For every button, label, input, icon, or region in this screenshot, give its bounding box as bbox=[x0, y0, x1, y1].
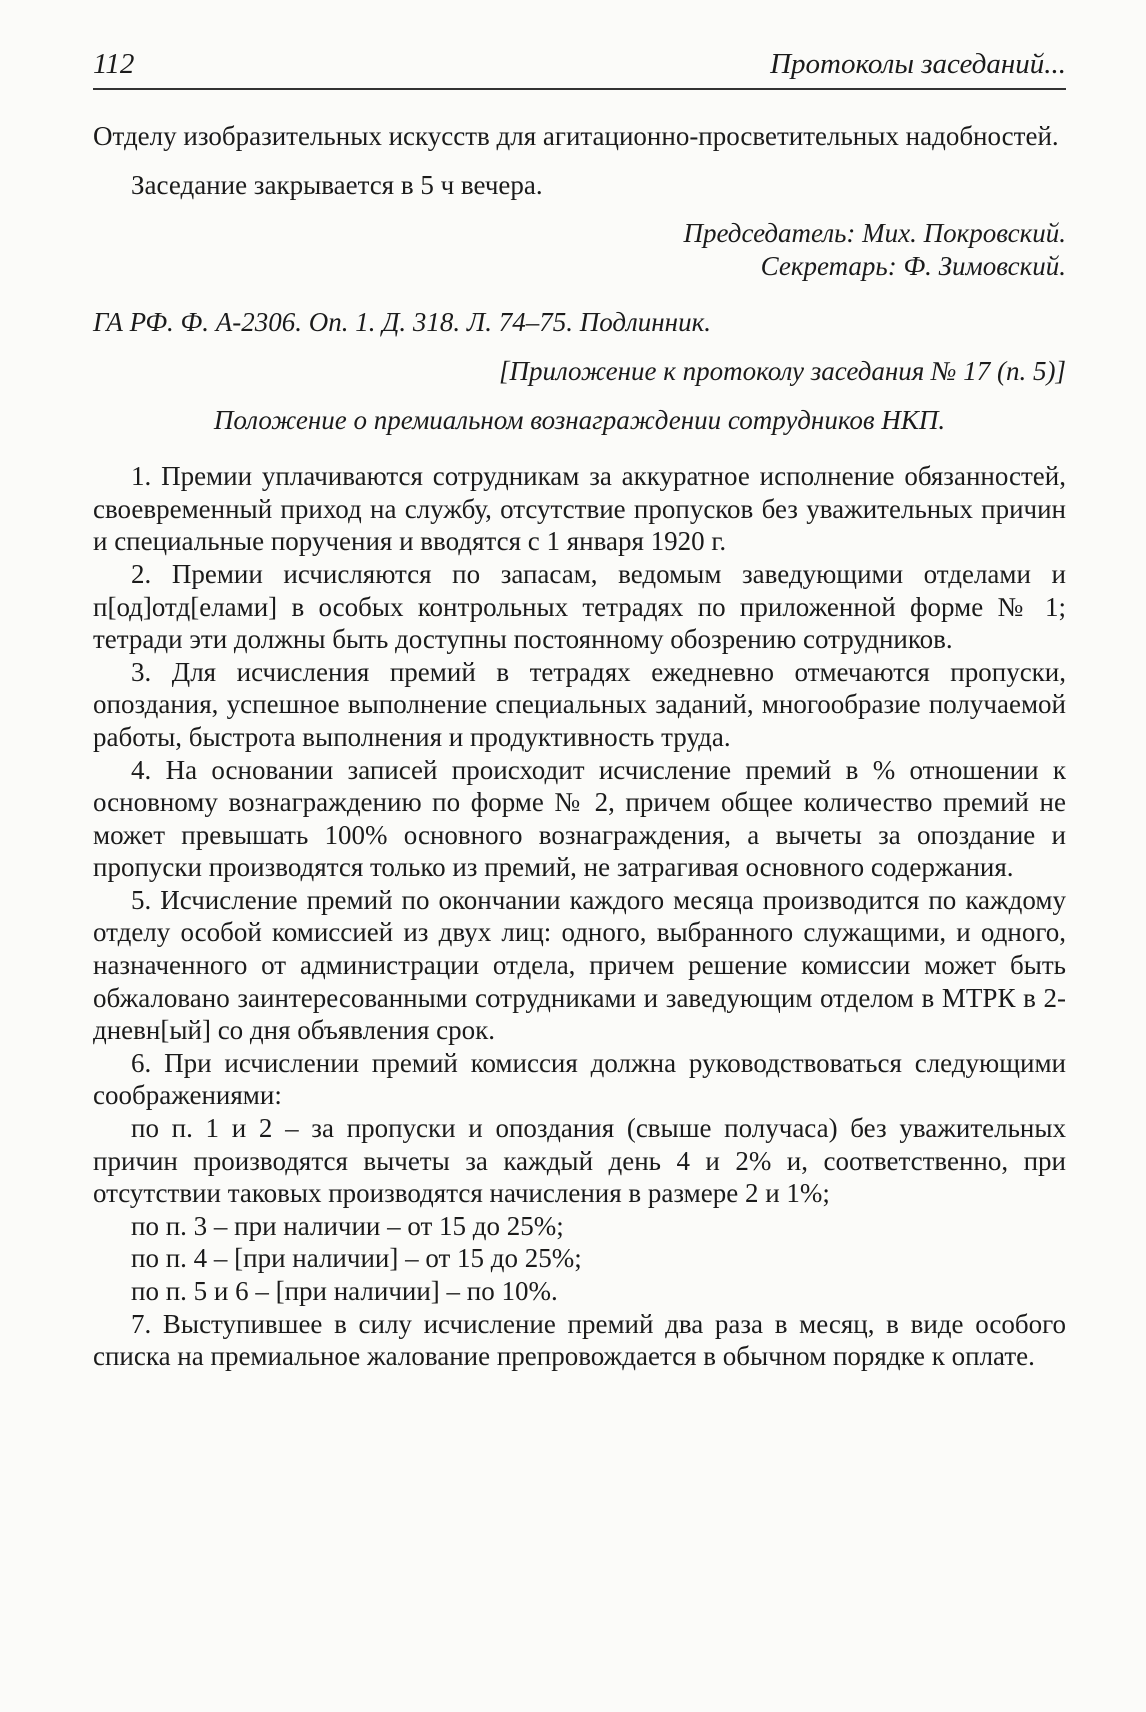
appendix-heading: [Приложение к протоколу заседания № 17 (п. 5)] bbox=[498, 355, 1066, 386]
closing-line: Заседание закрывается в 5 ч вечера. bbox=[131, 169, 543, 200]
list-item: по п. 3 – при наличии – от 15 до 25%; bbox=[131, 1210, 564, 1241]
list-item: 1. Премии уплачиваются сотрудникам за аккуратное исполнение обязанностей, своевременный приход на службу, отсутствие пропусков без уважительных причин и специальные поручения и вводятся с 1 января 1920 г. bbox=[93, 461, 1066, 557]
document-title: Положение о премиальном вознаграждении сотрудников НКП. bbox=[213, 404, 946, 435]
list-item: 7. Выступившее в силу исчисление премий два раза в месяц, в виде особого списка на премиальное жалование препровождается в обычном порядке к оплате. bbox=[93, 1308, 1066, 1372]
running-title: Протоколы заседаний... bbox=[770, 48, 1066, 80]
list-item: 5. Исчисление премий по окончании каждого месяца производится по каждому отделу особой комиссией из двух лиц: одного, выбранного служащими, и одного, назначенного от администрации отдела, причем решение комиссии может быть обжаловано заинтересованными сотрудниками и заведующим отделом в МТРК в 2-дневн[ый] со дня объявления срок. bbox=[93, 884, 1066, 1046]
list-item: 4. На основании записей происходит исчисление премий в % отношении к основному вознаграждению по форме № 2, причем общее количество премий не может превышать 100% основного вознаграждения, а вычеты за опоздание и пропуски производятся только из премий, не затрагивая основного содержания. bbox=[93, 754, 1066, 883]
list-item: 6. При исчислении премий комиссия должна руководствоваться следующими соображениями: bbox=[93, 1047, 1066, 1111]
archive-reference: ГА РФ. Ф. А-2306. Оп. 1. Д. 318. Л. 74–75. Подлинник. bbox=[93, 307, 711, 338]
page-body bbox=[93, 120, 1066, 1373]
list-item: по п. 5 и 6 – [при наличии] – по 10%. bbox=[131, 1276, 558, 1306]
list-item: 2. Премии исчисляются по запасам, ведомым заведующими отделами и п[од]отд[елами] в особых контрольных тетрадях по приложенной форме № 1; тетради эти должны быть доступны постоянному обозрению сотрудников. bbox=[93, 558, 1066, 655]
list-item: 3. Для исчисления премий в тетрадях ежедневно отмечаются пропуски, опоздания, успешное выполнение специальных заданий, многообразие получаемой работы, быстрота выполнения и продуктивность труда. bbox=[93, 656, 1066, 752]
secretary-signature: Секретарь: Ф. Зимовский. bbox=[760, 250, 1066, 281]
list-item: по п. 4 – [при наличии] – от 15 до 25%; bbox=[131, 1243, 582, 1274]
chairman-signature: Председатель: Мих. Покровский. bbox=[683, 218, 1066, 249]
paragraph-continued: Отделу изобразительных искусств для агитационно-просветительных надобностей. bbox=[93, 121, 1059, 151]
page-number: 112 bbox=[93, 48, 135, 80]
page-header bbox=[93, 40, 1066, 90]
list-item: по п. 1 и 2 – за пропуски и опоздания (свыше получаса) без уважительных причин производятся вычеты за каждый день 4 и 2% и, соответственно, при отсутствии таковых производятся начисления в размере 2 и 1%; bbox=[93, 1113, 1066, 1209]
